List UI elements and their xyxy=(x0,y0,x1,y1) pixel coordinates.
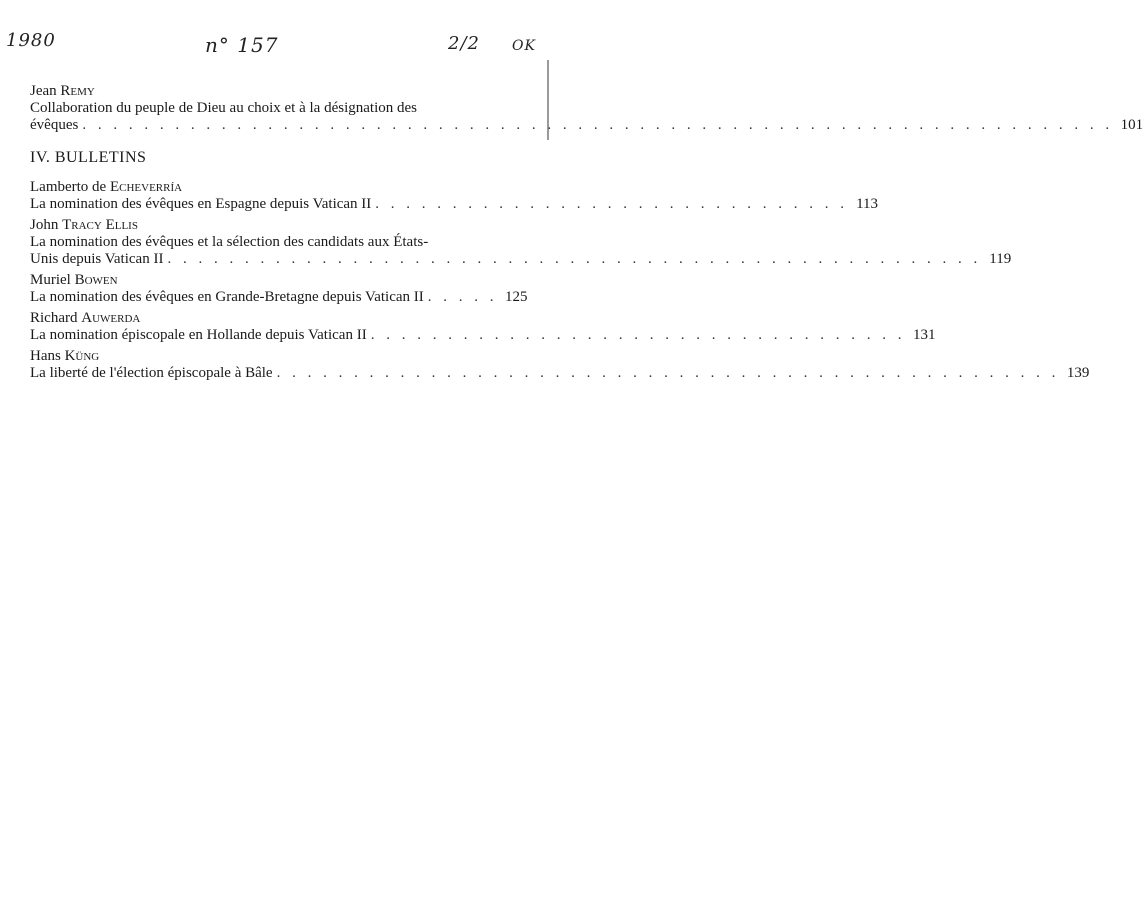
entry-title-line xyxy=(30,196,879,213)
page-number: 125 xyxy=(505,289,528,305)
author-first-name: Lamberto de xyxy=(30,179,107,195)
author-first-name: Muriel xyxy=(30,272,71,288)
dot-leader: . . . . . . . . . . . . . . . . . . . . . . . . . . . . . . . . . . . . . . . . . . . . . . . . . . . . . xyxy=(167,251,982,267)
entry-title: La nomination des évêques en Espagne depuis Vatican II xyxy=(30,196,372,212)
entry-title-last-line xyxy=(30,251,1012,268)
entry-author xyxy=(30,348,514,365)
author-last-name: Auwerda xyxy=(81,310,141,326)
author-first-name: Hans xyxy=(30,348,61,364)
author-last-name: Küng xyxy=(64,348,100,364)
dot-leader: . . . . . . . . . . . . . . . . . . . . . . . . . . . . . . . xyxy=(375,196,849,212)
section-heading: IV. BULLETINS xyxy=(30,149,147,166)
handwritten-ok: OK xyxy=(512,38,536,54)
entry-author xyxy=(30,310,514,327)
entry-title: Collaboration du peuple de Dieu au choix et à la désignation des xyxy=(30,100,417,116)
entry-title: La nomination des évêques en Grande-Bretagne depuis Vatican II xyxy=(30,289,424,305)
handwritten-year: 1980 xyxy=(6,30,56,51)
author-first-name: Richard xyxy=(30,310,78,326)
author-last-name: Tracy Ellis xyxy=(62,217,138,233)
entry-author xyxy=(30,217,514,234)
entry-title-line xyxy=(30,327,936,344)
dot-leader: . . . . . . . . . . . . . . . . . . . . . . . . . . . . . . . . . . . . . . . . . . . . . . . . . . . xyxy=(276,365,1060,381)
dot-leader: . . . . . xyxy=(427,289,498,305)
entry-title-continued: évêques xyxy=(30,117,79,133)
entry-author xyxy=(30,272,514,289)
entry-title: La nomination des évêques et la sélection des candidats aux États- xyxy=(30,234,429,250)
dot-leader: . . . . . . . . . . . . . . . . . . . . . . . . . . . . . . . . . . . xyxy=(370,327,906,343)
table-of-contents xyxy=(30,79,1143,382)
toc-entry xyxy=(30,348,1090,382)
page-number: 131 xyxy=(912,327,936,343)
entry-title-last-line xyxy=(30,117,1143,134)
author-last-name: Bowen xyxy=(74,272,118,288)
entry-title-continued: Unis depuis Vatican II xyxy=(30,251,164,267)
entry-title-line xyxy=(30,289,528,306)
toc-entry xyxy=(30,310,936,344)
entry-author xyxy=(30,83,514,100)
toc-entry xyxy=(30,217,1012,268)
page-number: 101 xyxy=(1120,117,1143,133)
entry-title: La liberté de l'élection épiscopale à Bâle xyxy=(30,365,273,381)
toc-entry xyxy=(30,272,528,306)
entry-author xyxy=(30,179,514,196)
author-last-name: Remy xyxy=(60,83,95,99)
toc-entry xyxy=(30,179,879,213)
dot-leader: . . . . . . . . . . . . . . . . . . . . . . . . . . . . . . . . . . . . . . . . . . . . . . . . . . . . . . . . . . . . . . . . . . . xyxy=(82,117,1114,133)
author-first-name: Jean xyxy=(30,83,57,99)
entry-title: La nomination épiscopale en Hollande depuis Vatican II xyxy=(30,327,367,343)
toc-entry xyxy=(30,83,1143,134)
handwritten-page-count: 2/2 xyxy=(448,33,480,54)
author-last-name: Echeverría xyxy=(109,179,183,195)
entry-title-line xyxy=(30,365,1090,382)
handwritten-number: n° 157 xyxy=(205,33,279,57)
page-number: 139 xyxy=(1066,365,1090,381)
page-number: 113 xyxy=(856,196,879,212)
page-number: 119 xyxy=(989,251,1012,267)
author-first-name: John xyxy=(30,217,59,233)
